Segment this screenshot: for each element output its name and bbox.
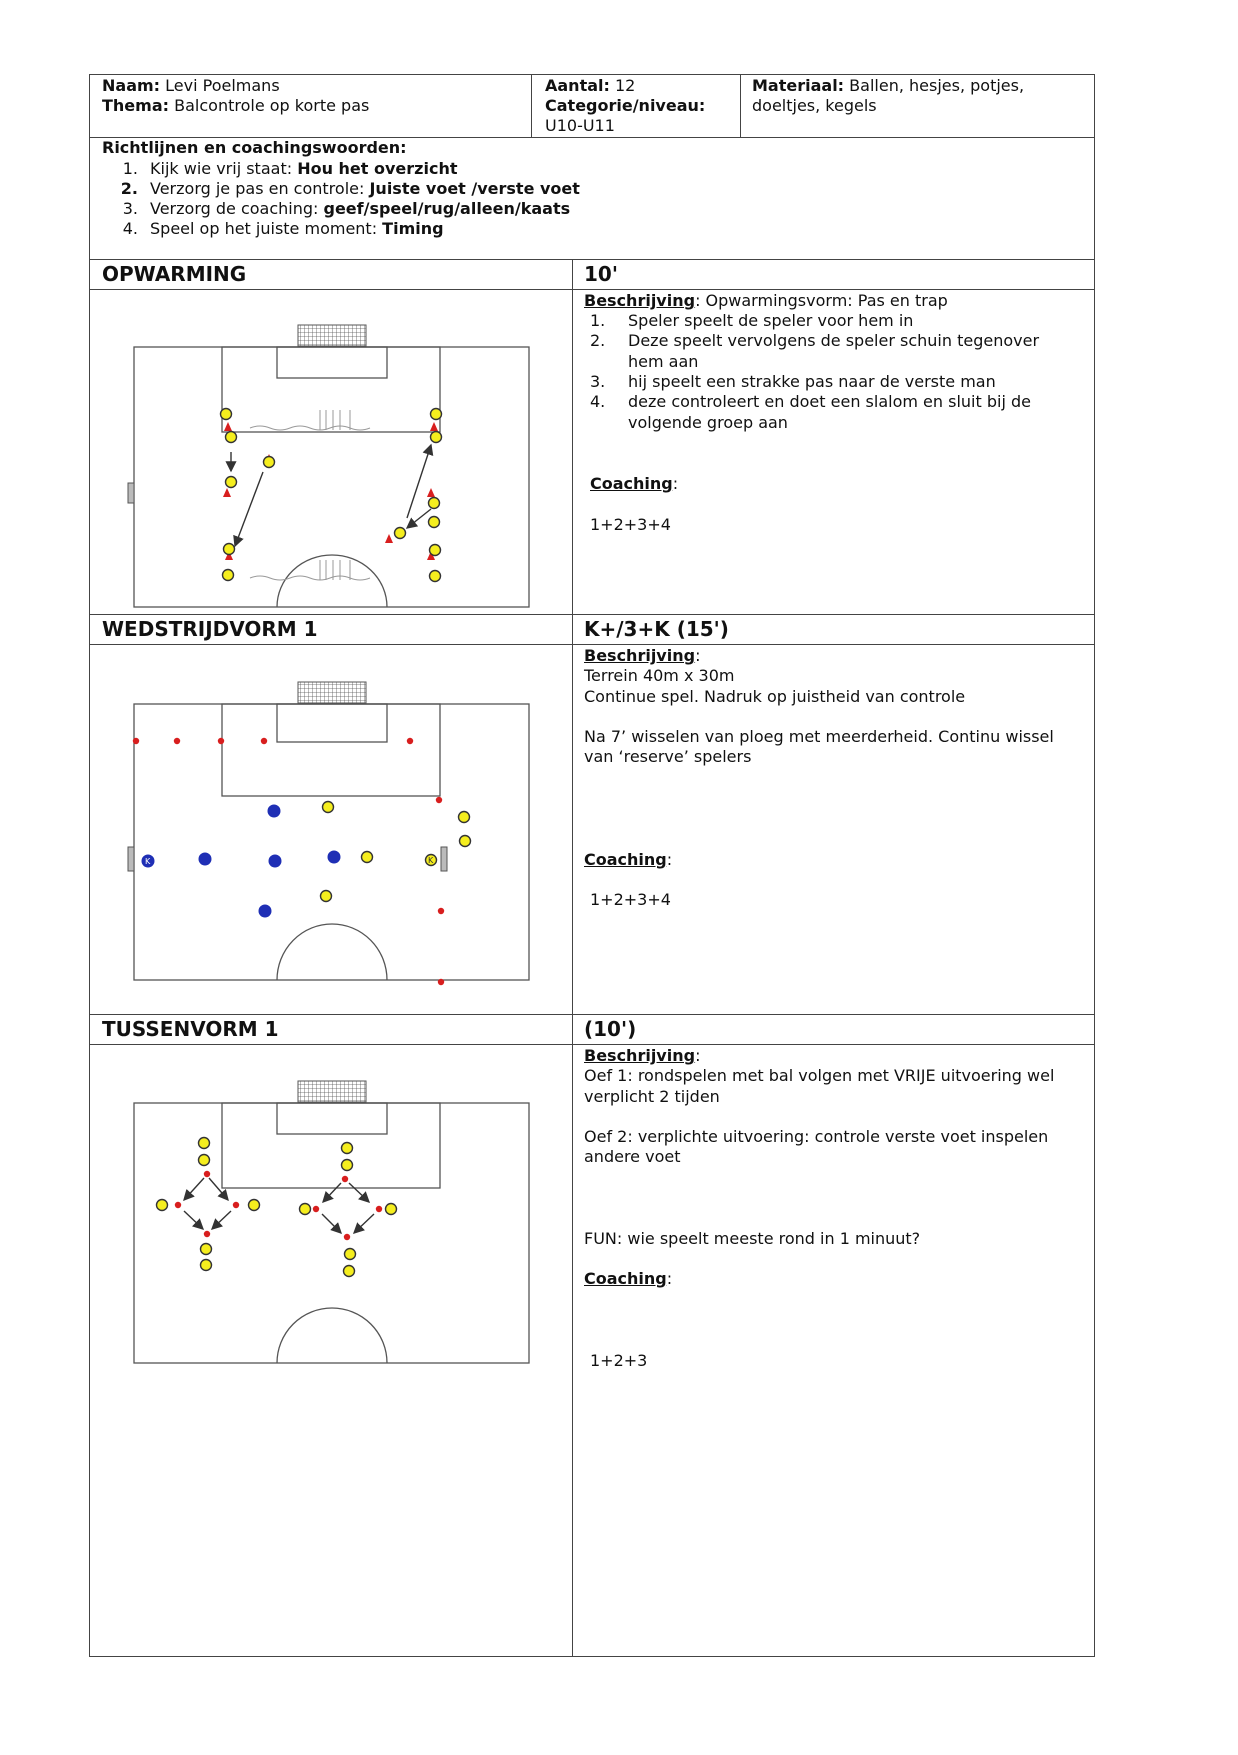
coaching-value: 1+2+3 xyxy=(590,1351,648,1370)
name-value: Levi Poelmans xyxy=(165,76,280,95)
guideline-item: 3. Verzorg de coaching: geef/speel/rug/alleen/kaats xyxy=(122,199,571,218)
coaching-heading: Coaching: xyxy=(584,850,673,869)
step-item: 3. hij speelt een strakke pas naar de verste man xyxy=(590,372,996,391)
description-line: andere voet xyxy=(584,1147,681,1166)
step-item: hem aan xyxy=(628,352,699,371)
theme-value: Balcontrole op korte pas xyxy=(174,96,370,115)
count-label: Aantal: xyxy=(545,76,610,95)
step-item: 1. Speler speelt de speler voor hem in xyxy=(590,311,914,330)
coaching-value: 1+2+3+4 xyxy=(590,890,671,909)
coaching-value: 1+2+3+4 xyxy=(590,515,671,534)
description-heading: Beschrijving: xyxy=(584,646,701,665)
category-value: U10-U11 xyxy=(545,116,615,135)
description-line: Oef 1: rondspelen met bal volgen met VRIJE uitvoering wel xyxy=(584,1066,1055,1085)
guideline-item: 4. Speel op het juiste moment: Timing xyxy=(122,219,444,238)
svg-text:K: K xyxy=(428,856,434,865)
step-item: 4. deze controleert en doet een slalom en sluit bij de xyxy=(590,392,1031,411)
theme-label: Thema: xyxy=(102,96,170,115)
section-title: OPWARMING xyxy=(102,262,247,286)
guideline-item: 1. Kijk wie vrij staat: Hou het overzicht xyxy=(122,159,458,178)
description-line: FUN: wie speelt meeste rond in 1 minuut? xyxy=(584,1229,921,1248)
description-heading: Beschrijving: xyxy=(584,1046,701,1065)
material-label: Materiaal: xyxy=(752,76,845,95)
section-time: (10') xyxy=(584,1017,637,1041)
material-value-1: Ballen, hesjes, potjes, xyxy=(849,76,1025,95)
section-title: WEDSTRIJDVORM 1 xyxy=(102,617,318,641)
description-line: Terrein 40m x 30m xyxy=(584,666,735,685)
coaching-heading: Coaching: xyxy=(584,1269,673,1288)
description-line: Oef 2: verplichte uitvoering: controle verste voet inspelen xyxy=(584,1127,1049,1146)
goal-net xyxy=(298,1081,366,1102)
step-item: 2. Deze speelt vervolgens de speler schuin tegenover xyxy=(590,331,1040,350)
section-time: K+/3+K (15') xyxy=(584,617,729,641)
description-heading: Beschrijving: Opwarmingsvorm: Pas en trap xyxy=(584,291,948,310)
section-title: TUSSENVORM 1 xyxy=(102,1017,279,1041)
description-line: Continue spel. Nadruk op juistheid van controle xyxy=(584,687,966,706)
coaching-heading: Coaching: xyxy=(590,474,679,493)
description-line: van ‘reserve’ spelers xyxy=(584,747,752,766)
guideline-item: 2. Verzorg je pas en controle: Juiste voet /verste voet xyxy=(120,179,580,198)
description-line: Na 7’ wisselen van ploeg met meerderheid. Continu wissel xyxy=(584,727,1054,746)
category-label: Categorie/niveau: xyxy=(545,96,706,115)
section-time: 10' xyxy=(584,262,618,286)
name-label: Naam: xyxy=(102,76,161,95)
count-value: 12 xyxy=(615,76,636,95)
svg-text:K: K xyxy=(145,857,151,866)
guidelines-title: Richtlijnen en coachingswoorden: xyxy=(102,138,407,157)
description-line: verplicht 2 tijden xyxy=(584,1087,720,1106)
material-value-2: doeltjes, kegels xyxy=(752,96,877,115)
step-item: volgende groep aan xyxy=(628,413,788,432)
